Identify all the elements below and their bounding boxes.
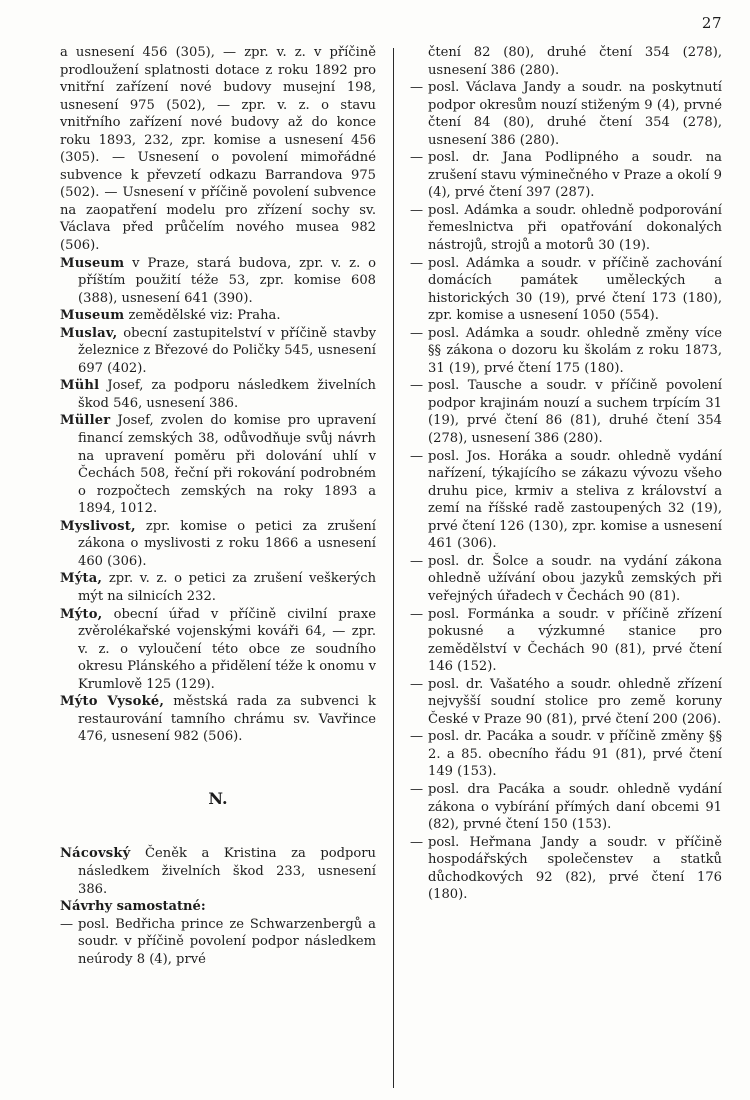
index-entry xyxy=(60,693,376,746)
dash-marker: — xyxy=(410,676,424,692)
page-number: 27 xyxy=(701,14,722,32)
column-divider xyxy=(393,48,394,1088)
entry-text: Čeněk a Kristina za podporu následkem živelních škod 233, usnesení 386. xyxy=(78,846,376,897)
dash-marker: — xyxy=(60,916,74,932)
dash-marker: — xyxy=(410,834,424,850)
navrhy-item-text: posl. Bedřicha prince ze Schwarzenbergů a soudr. v příčině povolení podpor následkem neúrody 8 (4), prvé xyxy=(78,916,376,967)
dash-marker: — xyxy=(410,202,424,218)
entry-head: Mýta, xyxy=(60,571,103,587)
entry-head: Mühl xyxy=(60,378,100,394)
dash-marker: — xyxy=(410,606,424,622)
entry-text: obecní zastupitelství v příčině stavby železnice z Březové do Poličky 545, usnesení 697 (402). xyxy=(78,325,376,376)
navrhy-item-text: posl. dr. Jana Podlipného a soudr. na zrušení stavu výminečného v Praze a okolí 9 (4), prvé čtení 397 (287). xyxy=(428,150,722,201)
entry-head: Muslav, xyxy=(60,325,118,341)
dash-marker: — xyxy=(410,378,424,394)
navrhy-item xyxy=(410,377,722,447)
navrhy-item xyxy=(410,325,722,378)
navrhy-item-text: posl. dr. Šolce a soudr. na vydání zákona ohledně užívání obou jazyků zemských při veřejných úřadech v Čechách 90 (81). xyxy=(428,553,722,604)
entry-text: zpr. v. z. o petici za zrušení veškerých mýt na silnicích 232. xyxy=(78,571,376,604)
entry-text: městská rada za subvenci k restaurování tamního chrámu sv. Vavřince 476, usnesení 982 (506). xyxy=(78,694,376,745)
navrhy-heading: Návrhy samostatné: xyxy=(60,899,206,915)
dash-marker: — xyxy=(410,448,424,464)
index-entry xyxy=(60,377,376,412)
dash-marker: — xyxy=(410,553,424,569)
entry-text: zpr. komise o petici za zrušení zákona o myslivosti z roku 1866 a usnesení 460 (306). xyxy=(78,518,376,569)
dash-marker: — xyxy=(410,255,424,271)
index-entry xyxy=(60,325,376,378)
dash-marker: — xyxy=(410,781,424,797)
navrhy-item xyxy=(410,834,722,904)
index-entry xyxy=(60,606,376,694)
entry-text: Josef, za podporu následkem živelních škod 546, usnesení 386. xyxy=(78,378,376,411)
navrhy-item-text: posl. Formánka a soudr. v příčině zřízení pokusné a výzkumné stanice pro zemědělství v Čechách 90 (81), prvé čtení 146 (152). xyxy=(428,606,722,675)
navrhy-item-text: posl. Václava Jandy a soudr. na poskytnutí podpor okresům nouzí stiženým 9 (4), prvné čtení 84 (80), druhé čtení 354 (278), usnesení 386 (280). xyxy=(428,80,722,148)
left-column xyxy=(60,44,376,968)
entry-text: Josef, zvolen do komise pro upravení financí zemských 38, odůvodňuje svůj návrh na upravení poměru při dolování uhlí v Čechách 508, řeční při rokování podrobném o rozpočtech zemských na roky 1893 a 1894, 1012. xyxy=(78,413,376,517)
navrhy-item xyxy=(410,149,722,202)
navrhy-item-text: posl. Jos. Horáka a soudr. ohledně vydání nařízení, týkajícího se zákazu vývozu všeho druhu pice, krmiv a steliva z království a zemí na říšské radě zastoupených 32 (19), prvé čtení 126 (130), zpr. komise a usnesení 461 (306). xyxy=(428,448,722,552)
entry-text: obecní úřad v příčině civilní praxe zvěrolékařské vojenskými kováři 64, — zpr. v. z. o vyloučení této obce ze soudního okresu Plánského a přidělení téže k onomu v Krumlově 125 (129). xyxy=(78,606,376,692)
entry-head: Müller xyxy=(60,413,111,429)
navrhy-item xyxy=(410,728,722,781)
navrhy-item xyxy=(410,553,722,606)
navrhy-item xyxy=(410,255,722,325)
navrhy-item-text: posl. Tausche a soudr. v příčině povolení podpor krajinám nouzí a suchem trpícím 31 (19), prvé čtení 86 (81), druhé čtení 354 (278), usnesení 386 (280). xyxy=(428,378,722,447)
index-entry xyxy=(60,255,376,308)
entry-head: Mýto Vysoké, xyxy=(60,694,165,710)
navrhy-item xyxy=(410,781,722,834)
navrhy-item-text: posl. dr. Pacáka a soudr. v příčině změny §§ 2. a 85. obecního řádu 91 (81), prvé čtení 149 (153). xyxy=(428,729,722,780)
entry-head: Nácovský xyxy=(60,846,131,862)
navrhy-item xyxy=(410,676,722,729)
entry-continuation: a usnesení 456 (305), — zpr. v. z. v příčině prodloužení splatnosti dotace z roku 1892 pro vnitřní zařízení nové budovy musejní 198, usnesení 975 (502), — zpr. v. z. o stavu vnitřního zařízení nové budovy až do konce roku 1893, 232, zpr. komise a usnesení 456 (305). — Usnesení o povolení mimořádné subvence k převzetí odkazu Barrandova 975 (502). — Usnesení v příčině povolení subvence na zaopatření modelu pro zřízení sochy sv. Václava před průčelím nového musea 982 (506). xyxy=(60,45,376,254)
index-entry xyxy=(60,518,376,571)
entry-continuation: čtení 82 (80), druhé čtení 354 (278), usnesení 386 (280). xyxy=(428,45,722,78)
entry-head: Museum xyxy=(60,255,125,271)
dash-marker: — xyxy=(410,150,424,166)
navrhy-item-text: posl. Heřmana Jandy a soudr. v příčině hospodářských společenstev a statků důchodkových 92 (82), prvé čtení 176 (180). xyxy=(428,834,722,903)
entry-head: Myslivost, xyxy=(60,518,136,534)
entry-text: zemědělské viz: Praha. xyxy=(124,308,281,324)
navrhy-item-text: posl. Adámka a soudr. v příčině zachování domácích památek uměleckých a historických 30 (19), prvé čtení 173 (180), zpr. komise a usnesení 1050 (554). xyxy=(428,255,722,324)
navrhy-item-text: posl. Adámka a soudr. ohledně změny více §§ zákona o dozoru ku školám z roku 1873, 31 (19), prvé čtení 175 (180). xyxy=(428,325,722,376)
section-letter: N. xyxy=(208,788,228,808)
right-column xyxy=(410,44,722,904)
navrhy-item xyxy=(410,448,722,553)
entry-head: Mýto, xyxy=(60,606,103,622)
index-entry xyxy=(60,845,376,898)
entry-head: Museum xyxy=(60,308,125,324)
navrhy-item xyxy=(410,202,722,255)
dash-marker: — xyxy=(410,729,424,745)
navrhy-item-text: posl. dra Pacáka a soudr. ohledně vydání zákona o vybírání přímých daní obcemi 91 (82), prvné čtení 150 (153). xyxy=(428,781,722,833)
navrhy-item-text: posl. dr. Vašatého a soudr. ohledně zřízení nejvyšší soudní stolice pro země koruny České v Praze 90 (81), prvé čtení 200 (206). xyxy=(428,676,722,727)
index-entry xyxy=(60,412,376,517)
dash-marker: — xyxy=(410,80,424,96)
entry-text: v Praze, stará budova, zpr. v. z. o příštím použití téže 53, zpr. komise 608 (388), usnesení 641 (390). xyxy=(78,255,376,306)
navrhy-item xyxy=(410,606,722,676)
navrhy-item xyxy=(60,916,376,969)
index-entry xyxy=(60,570,376,605)
dash-marker: — xyxy=(410,325,424,341)
navrhy-item-text: posl. Adámka a soudr. ohledně podporování řemeslnictva při opatřování dokonalých nástrojů, strojů a motorů 30 (19). xyxy=(428,202,722,254)
index-entry xyxy=(60,307,376,325)
navrhy-item xyxy=(410,79,722,149)
